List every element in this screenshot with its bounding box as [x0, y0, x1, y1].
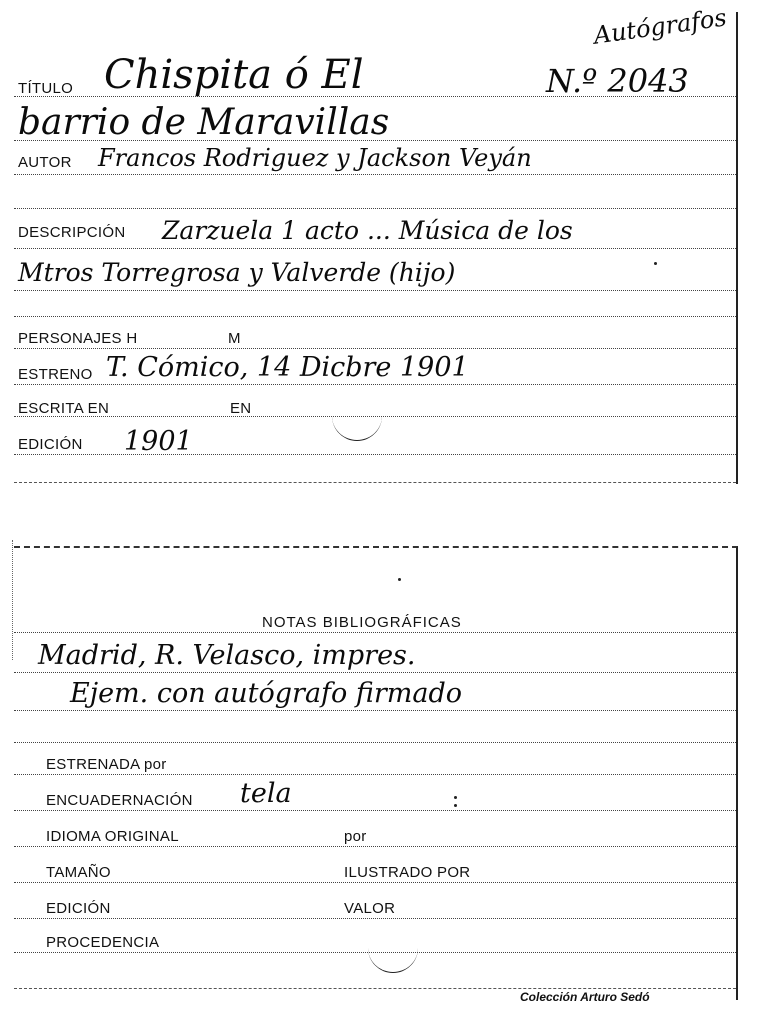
notas-line2: Ejem. con autógrafo firmado [70, 678, 463, 709]
catalog-number: N.º 2043 [546, 62, 689, 100]
procedencia-label: PROCEDENCIA [46, 934, 160, 951]
encuadernacion-label: ENCUADERNACIÓN [46, 792, 193, 809]
speck [398, 578, 401, 581]
collection-stamp: Colección Arturo Sedó [520, 990, 650, 1004]
escrita-en-label: EN [230, 400, 252, 417]
catalog-card-back [14, 546, 738, 1004]
estrenada-label: ESTRENADA por [46, 756, 167, 773]
rule-estreno [14, 384, 736, 385]
catalog-card-front [14, 3, 738, 484]
rule-notas-title [14, 632, 736, 633]
speck [454, 796, 457, 799]
estreno-label: ESTRENO [18, 366, 93, 383]
titulo-value-line1: Chispita ó El [104, 52, 364, 98]
edicion-value: 1901 [124, 426, 193, 457]
rule-autor [14, 174, 736, 175]
escrita-label: ESCRITA EN [18, 400, 110, 417]
personajes-m-label: M [228, 330, 241, 347]
ilustrado-label: ILUSTRADO POR [344, 864, 471, 881]
rule-tamano [14, 882, 736, 883]
rule-descripcion [14, 248, 736, 249]
valor-label: VALOR [344, 900, 396, 917]
tamano-label: TAMAÑO [46, 864, 111, 881]
rule-bottom [14, 482, 736, 483]
notas-title: NOTAS BIBLIOGRÁFICAS [262, 614, 462, 631]
rule-idioma [14, 846, 736, 847]
scan-edge-artifact [0, 540, 13, 660]
titulo-value-line2: barrio de Maravillas [18, 102, 390, 143]
idioma-label: IDIOMA ORIGINAL [46, 828, 179, 845]
encuadernacion-value: tela [240, 778, 292, 809]
descripcion-value-line2: Mtros Torregrosa y Valverde (hijo) [18, 258, 456, 287]
autor-value: Francos Rodriguez y Jackson Veyán [98, 144, 532, 172]
titulo-label: TÍTULO [18, 80, 74, 97]
speck [454, 804, 457, 807]
rule-notas-2 [14, 710, 736, 711]
rule-notas-1 [14, 672, 736, 673]
autor-label: AUTOR [18, 154, 72, 171]
rule-encuadernacion [14, 810, 736, 811]
personajes-label: PERSONAJES H [18, 330, 138, 347]
descripcion-value-line1: Zarzuela 1 acto ... Música de los [162, 216, 573, 245]
edicion-label-2: EDICIÓN [46, 900, 111, 917]
rule-blank-1 [14, 208, 736, 209]
rule-blank-3 [14, 742, 736, 743]
por-label: por [344, 828, 367, 845]
rule-personajes [14, 348, 736, 349]
rule-descripcion-2 [14, 290, 736, 291]
notas-line1: Madrid, R. Velasco, impres. [38, 640, 416, 671]
rule-bottom-2 [14, 988, 736, 989]
rule-estrenada [14, 774, 736, 775]
punch-hole [368, 948, 418, 973]
punch-hole [332, 416, 382, 441]
rule-edicion [14, 454, 736, 455]
rule-blank-2 [14, 316, 736, 317]
estreno-value: T. Cómico, 14 Dicbre 1901 [106, 352, 469, 383]
corner-note: Autógrafos [592, 3, 729, 50]
speck [654, 262, 657, 265]
rule-edicion-2 [14, 918, 736, 919]
descripcion-label: DESCRIPCIÓN [18, 224, 126, 241]
edicion-label: EDICIÓN [18, 436, 83, 453]
